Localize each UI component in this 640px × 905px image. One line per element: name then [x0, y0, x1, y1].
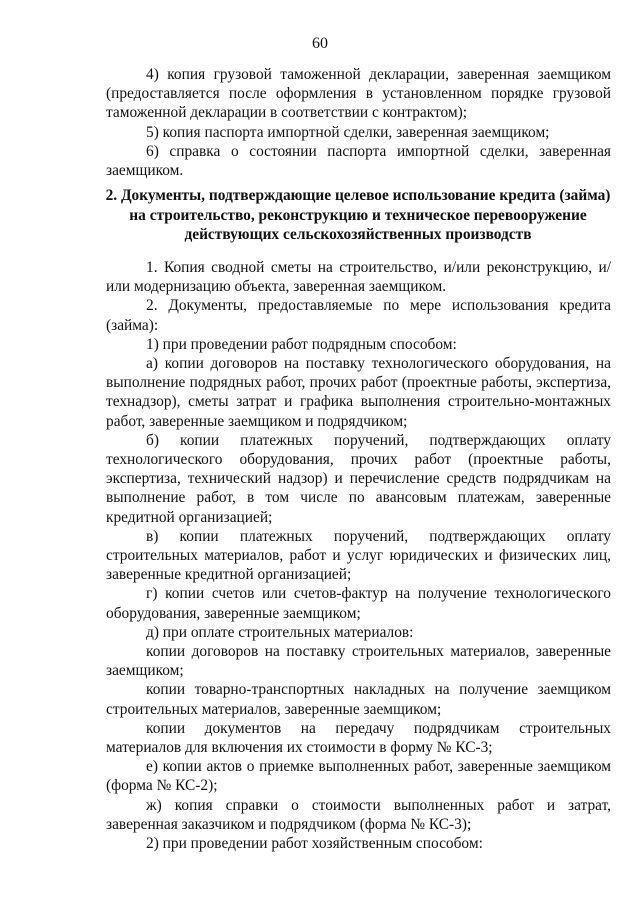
- paragraph: 4) копия грузовой таможенной декларации, заверенная заемщиком (предоставляется после оформления в установленном порядке грузовой таможенной декларации в соответствии с контрактом);: [106, 66, 611, 122]
- main-text-block: [106, 258, 611, 853]
- paragraph: д) при оплате строительных материалов:: [146, 623, 414, 641]
- section-heading: 2. Документы, подтверждающие целевое использование кредита (займа) на строительство, реконструкцию и техническое перевооружение действующих сельскохозяйственных производств: [105, 187, 611, 243]
- paragraph: копии товарно-транспортных накладных на получение заемщиком строительных материалов, заверенные заемщиком;: [106, 681, 611, 718]
- paragraph: в) копии платежных поручений, подтверждающих оплату строительных материалов, работ и услуг юридических и физических лиц, заверенные кредитной организацией;: [106, 527, 611, 584]
- paragraph: 6) справка о состоянии паспорта импортной сделки, заверенная заемщиком.: [106, 142, 611, 180]
- paragraph: копии документов на передачу подрядчикам строительных материалов для включения их стоимости в форму № КС-3;: [106, 719, 611, 757]
- paragraph: г) копии счетов или счетов-фактур на получение технологического оборудования, заверенные заемщиком;: [106, 585, 611, 622]
- paragraph: е) копии актов о приемке выполненных работ, заверенные заемщиком (форма № КС-2);: [106, 758, 611, 795]
- paragraph: 2) при проведении работ хозяйственным способом:: [146, 835, 483, 853]
- paragraph: 5) копия паспорта импортной сделки, заверенная заемщиком;: [146, 123, 550, 141]
- paragraph: а) копии договоров на поставку технологического оборудования, на выполнение подрядных работ, прочих работ (проектные работы, экспертиза, технадзор), сметы затрат и графика выполнения строительно-монтажных работ, заверенные заемщиком и подрядчиком;: [106, 355, 611, 430]
- paragraph: копии договоров на поставку строительных материалов, заверенные заемщиком;: [106, 643, 611, 680]
- paragraph: 1. Копия сводной сметы на строительство, и/или реконструкцию, и/или модернизацию объекта, заверенная заемщиком.: [106, 259, 611, 296]
- paragraph: б) копии платежных поручений, подтверждающих оплату технологического оборудования, прочих работ (проектные работы, экспертиза, технический надзор) и перечисление средств подрядчикам на выполнение работ, в том числе по авансовым платежам, заверенные кредитной организацией;: [106, 431, 611, 526]
- top-text-block: [106, 65, 611, 180]
- paragraph: 2. Документы, предоставляемые по мере использования кредита (займа):: [106, 297, 611, 334]
- paragraph: ж) копия справки о стоимости выполненных работ и затрат, заверенная заказчиком и подрядчиком (форма № КС-3);: [106, 796, 611, 833]
- paragraph: 1) при проведении работ подрядным способом:: [146, 335, 457, 353]
- page-number: 60: [312, 35, 328, 52]
